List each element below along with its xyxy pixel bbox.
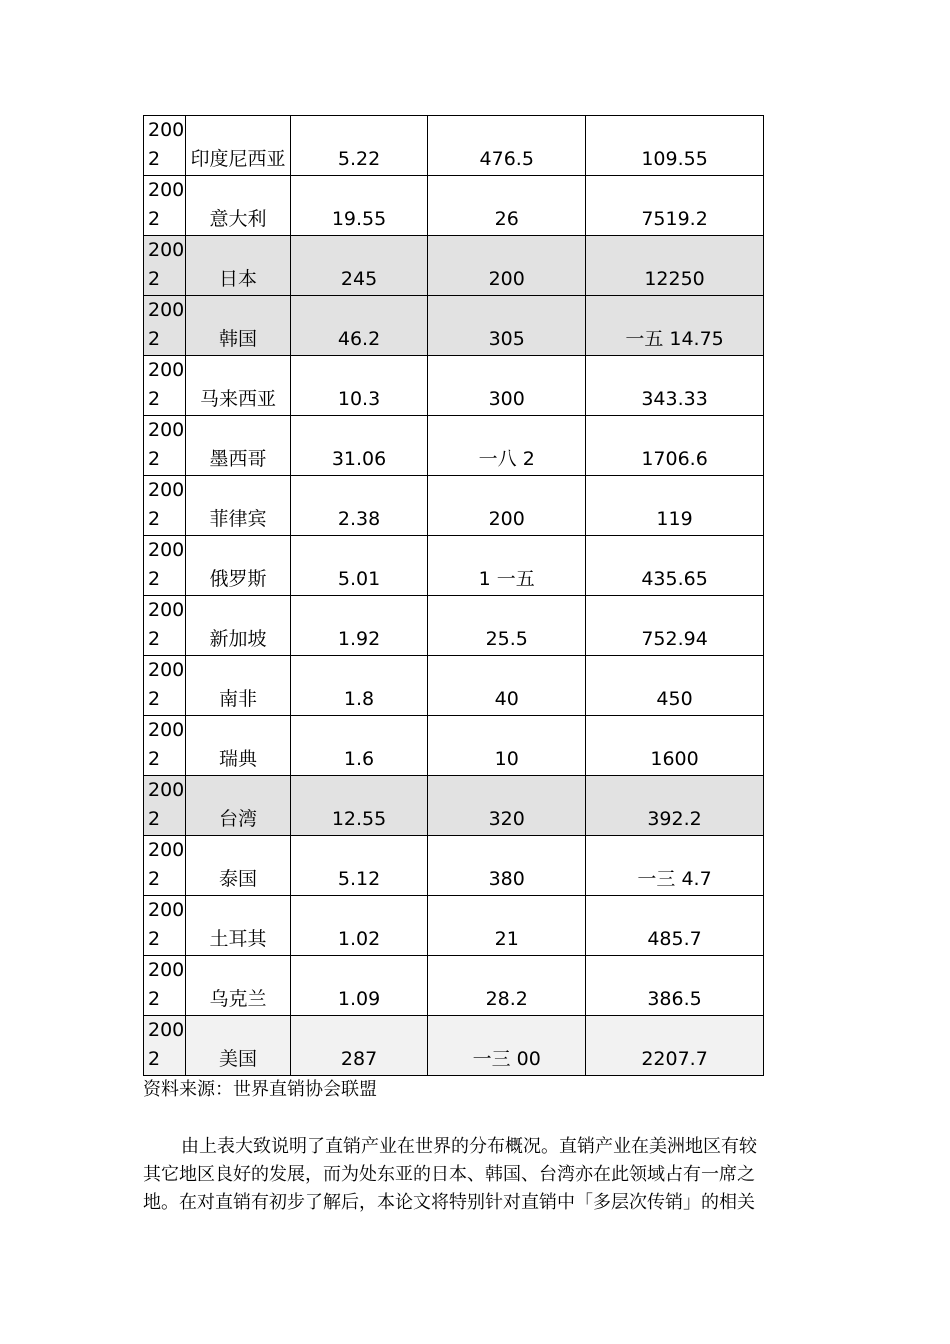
value-cell-b — [428, 716, 586, 776]
table-row — [144, 596, 764, 656]
value-cell-a — [290, 416, 428, 476]
country-cell-text: 墨西哥 — [209, 448, 267, 470]
country-cell-text: 菲律宾 — [209, 508, 267, 530]
value-cell-a — [290, 356, 428, 416]
year-cell-text: 2002 — [148, 839, 185, 890]
country-cell — [186, 416, 291, 476]
country-cell-text: 日本 — [218, 268, 257, 290]
table-row — [144, 1016, 764, 1076]
paragraph-line: 由上表大致说明了直销产业在世界的分布概况。直销产业在美洲地区有较 — [181, 1136, 757, 1157]
value-cell-c — [586, 716, 764, 776]
value-cell-b — [428, 176, 586, 236]
value-cell-c-text: 392.2 — [647, 808, 702, 830]
country-cell — [186, 296, 291, 356]
value-cell-c-text: 386.5 — [647, 988, 702, 1010]
year-cell-text: 2002 — [148, 419, 185, 470]
year-cell — [144, 236, 186, 296]
table-row — [144, 416, 764, 476]
value-cell-b-text: 一八 2 — [478, 448, 535, 470]
year-cell — [144, 656, 186, 716]
body-paragraph — [143, 1133, 799, 1217]
value-cell-b — [428, 296, 586, 356]
source-note: 资料来源：世界直销协会联盟 — [143, 1079, 377, 1100]
value-cell-c-text: 119 — [656, 508, 693, 530]
paragraph-line: 地。在对直销有初步了解后，本论文将特别针对直销中「多层次传销」的相关 — [143, 1192, 755, 1213]
value-cell-b — [428, 236, 586, 296]
year-cell — [144, 176, 186, 236]
year-cell — [144, 716, 186, 776]
country-cell-text: 泰国 — [218, 868, 257, 890]
value-cell-a — [290, 536, 428, 596]
country-cell-text: 新加坡 — [209, 628, 267, 650]
year-cell-text: 2002 — [148, 659, 185, 710]
value-cell-c — [586, 836, 764, 896]
value-cell-a — [290, 656, 428, 716]
value-cell-a — [290, 1016, 428, 1076]
value-cell-c-text: 343.33 — [641, 388, 708, 410]
year-cell-text: 2002 — [148, 479, 185, 530]
value-cell-b-text: 1 一五 — [478, 568, 535, 590]
value-cell-b — [428, 656, 586, 716]
value-cell-a-text: 2.38 — [337, 508, 381, 530]
year-cell — [144, 896, 186, 956]
value-cell-a-text: 1.09 — [337, 988, 381, 1010]
year-cell — [144, 596, 186, 656]
value-cell-b-text: 26 — [494, 208, 519, 230]
table-row — [144, 296, 764, 356]
value-cell-a-text: 287 — [340, 1048, 378, 1070]
value-cell-c — [586, 776, 764, 836]
value-cell-c — [586, 236, 764, 296]
value-cell-b — [428, 596, 586, 656]
country-cell — [186, 656, 291, 716]
value-cell-b — [428, 356, 586, 416]
table-row — [144, 356, 764, 416]
country-cell — [186, 536, 291, 596]
value-cell-b-text: 300 — [488, 388, 525, 410]
value-cell-b — [428, 416, 586, 476]
country-cell — [186, 356, 291, 416]
value-cell-a-text: 5.22 — [337, 148, 381, 170]
year-cell-text: 2002 — [148, 719, 185, 770]
country-cell — [186, 596, 291, 656]
value-cell-c-text: 485.7 — [647, 928, 702, 950]
value-cell-c-text: 752.94 — [641, 628, 708, 650]
value-cell-a-text: 1.92 — [337, 628, 381, 650]
year-cell — [144, 536, 186, 596]
table-row — [144, 836, 764, 896]
value-cell-c-text: 12250 — [644, 268, 705, 290]
value-cell-c-text: 1706.6 — [641, 448, 708, 470]
table-row — [144, 776, 764, 836]
table-row — [144, 956, 764, 1016]
country-cell — [186, 116, 291, 176]
value-cell-a — [290, 476, 428, 536]
value-cell-c — [586, 596, 764, 656]
year-cell — [144, 296, 186, 356]
year-cell-text: 2002 — [148, 359, 185, 410]
value-cell-a — [290, 896, 428, 956]
table-row — [144, 116, 764, 176]
year-cell-text: 2002 — [148, 899, 185, 950]
value-cell-a-text: 31.06 — [331, 448, 387, 470]
table-row — [144, 236, 764, 296]
year-cell-text: 2002 — [148, 959, 185, 1010]
value-cell-c — [586, 656, 764, 716]
value-cell-b — [428, 116, 586, 176]
value-cell-c-text: 2207.7 — [641, 1048, 708, 1070]
country-cell-text: 瑞典 — [218, 748, 257, 770]
year-cell — [144, 356, 186, 416]
value-cell-c — [586, 476, 764, 536]
country-cell — [186, 836, 291, 896]
country-cell-text: 马来西亚 — [199, 388, 276, 410]
country-cell-text: 台湾 — [218, 808, 257, 830]
country-cell-text: 乌克兰 — [209, 988, 267, 1010]
value-cell-c-text: 109.55 — [641, 148, 708, 170]
year-cell-text: 2002 — [148, 539, 185, 590]
year-cell-text: 2002 — [148, 599, 185, 650]
table-row — [144, 476, 764, 536]
value-cell-b — [428, 1016, 586, 1076]
value-cell-a-text: 46.2 — [337, 328, 381, 350]
value-cell-c — [586, 896, 764, 956]
value-cell-c-text: 1600 — [650, 748, 699, 770]
value-cell-a-text: 10.3 — [337, 388, 381, 410]
country-cell-text: 印度尼西亚 — [190, 148, 286, 170]
value-cell-c-text: 435.65 — [641, 568, 708, 590]
value-cell-b-text: 25.5 — [485, 628, 528, 650]
country-cell-text: 美国 — [218, 1048, 257, 1070]
value-cell-c — [586, 176, 764, 236]
country-cell — [186, 896, 291, 956]
value-cell-b — [428, 536, 586, 596]
value-cell-a-text: 1.02 — [337, 928, 381, 950]
value-cell-a — [290, 776, 428, 836]
table-body — [144, 116, 764, 1076]
value-cell-b — [428, 476, 586, 536]
value-cell-a-text: 19.55 — [331, 208, 387, 230]
value-cell-b-text: 一三 00 — [472, 1048, 541, 1070]
value-cell-b-text: 320 — [488, 808, 525, 830]
value-cell-b-text: 200 — [488, 508, 525, 530]
country-cell-text: 意大利 — [209, 208, 267, 230]
value-cell-b — [428, 956, 586, 1016]
value-cell-a-text: 5.12 — [337, 868, 381, 890]
paragraph-line: 其它地区良好的发展，而为处东亚的日本、韩国、台湾亦在此领域占有一席之 — [143, 1164, 755, 1185]
value-cell-b-text: 10 — [494, 748, 519, 770]
value-cell-a — [290, 596, 428, 656]
direct-sales-table — [143, 115, 764, 1076]
country-cell-text: 土耳其 — [209, 928, 267, 950]
value-cell-a-text: 245 — [340, 268, 378, 290]
value-cell-a — [290, 236, 428, 296]
year-cell — [144, 116, 186, 176]
country-cell-text: 韩国 — [218, 328, 257, 350]
year-cell — [144, 836, 186, 896]
value-cell-a-text: 5.01 — [337, 568, 381, 590]
country-cell — [186, 236, 291, 296]
table-row — [144, 896, 764, 956]
value-cell-c-text: 450 — [656, 688, 693, 710]
year-cell — [144, 416, 186, 476]
country-cell — [186, 776, 291, 836]
value-cell-c — [586, 536, 764, 596]
country-cell — [186, 176, 291, 236]
country-cell-text: 南非 — [218, 688, 257, 710]
table-row — [144, 536, 764, 596]
country-cell — [186, 1016, 291, 1076]
value-cell-c-text: 一三 4.7 — [637, 868, 712, 890]
year-cell — [144, 776, 186, 836]
year-cell-text: 2002 — [148, 299, 185, 350]
value-cell-b-text: 476.5 — [479, 148, 534, 170]
value-cell-c — [586, 956, 764, 1016]
value-cell-a-text: 1.8 — [343, 688, 375, 710]
value-cell-a — [290, 116, 428, 176]
year-cell-text: 2002 — [148, 1019, 185, 1070]
year-cell-text: 2002 — [148, 119, 185, 170]
table-row — [144, 656, 764, 716]
value-cell-b — [428, 836, 586, 896]
value-cell-b-text: 40 — [494, 688, 519, 710]
year-cell-text: 2002 — [148, 779, 185, 830]
value-cell-b-text: 200 — [488, 268, 525, 290]
year-cell — [144, 476, 186, 536]
value-cell-a — [290, 716, 428, 776]
value-cell-c — [586, 356, 764, 416]
value-cell-c-text: 7519.2 — [641, 208, 708, 230]
country-cell-text: 俄罗斯 — [209, 568, 267, 590]
table-row — [144, 176, 764, 236]
country-cell — [186, 716, 291, 776]
value-cell-c — [586, 296, 764, 356]
value-cell-b-text: 305 — [488, 328, 525, 350]
value-cell-a — [290, 296, 428, 356]
value-cell-b — [428, 896, 586, 956]
value-cell-c-text: 一五 14.75 — [625, 328, 724, 350]
value-cell-a-text: 1.6 — [343, 748, 375, 770]
year-cell — [144, 1016, 186, 1076]
value-cell-b-text: 380 — [488, 868, 525, 890]
table-row — [144, 716, 764, 776]
value-cell-a — [290, 176, 428, 236]
value-cell-b-text: 28.2 — [485, 988, 528, 1010]
year-cell-text: 2002 — [148, 239, 185, 290]
year-cell — [144, 956, 186, 1016]
value-cell-b-text: 21 — [494, 928, 519, 950]
value-cell-c — [586, 1016, 764, 1076]
value-cell-a — [290, 956, 428, 1016]
country-cell — [186, 476, 291, 536]
year-cell-text: 2002 — [148, 179, 185, 230]
value-cell-a-text: 12.55 — [331, 808, 387, 830]
country-cell — [186, 956, 291, 1016]
value-cell-c — [586, 116, 764, 176]
value-cell-b — [428, 776, 586, 836]
value-cell-c — [586, 416, 764, 476]
value-cell-a — [290, 836, 428, 896]
